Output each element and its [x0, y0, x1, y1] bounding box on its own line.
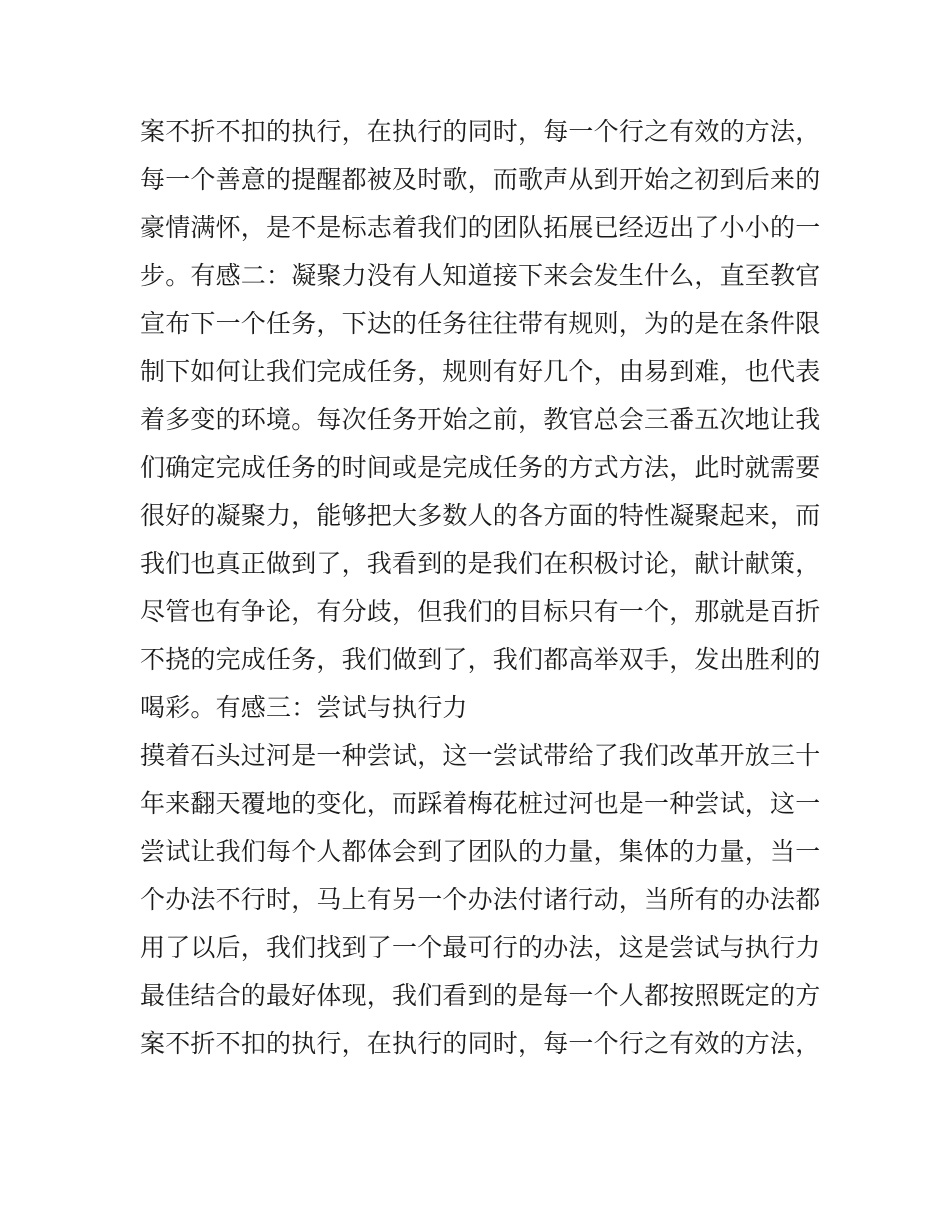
text-line: 摸着石头过河是一种尝试，这一尝试带给了我们改革开放三十 [140, 741, 821, 770]
text-line: 用了以后，我们找到了一个最可行的办法，这是尝试与执行力 [140, 933, 821, 962]
text-line: 不挠的完成任务，我们做到了，我们都高举双手，发出胜利的 [140, 645, 821, 674]
text-line: 案不折不扣的执行，在执行的同时，每一个行之有效的方法， [140, 1029, 821, 1058]
text-line: 制下如何让我们完成任务，规则有好几个，由易到难，也代表 [140, 357, 821, 386]
text-line: 喝彩。有感三：尝试与执行力 [140, 693, 468, 722]
text-line: 年来翻天覆地的变化，而踩着梅花桩过河也是一种尝试，这一 [140, 789, 821, 818]
text-line: 们确定完成任务的时间或是完成任务的方式方法，此时就需要 [140, 453, 821, 482]
text-line: 宣布下一个任务，下达的任务往往带有规则，为的是在条件限 [140, 309, 821, 338]
text-line: 着多变的环境。每次任务开始之前，教官总会三番五次地让我 [140, 405, 821, 434]
text-line: 尽管也有争论，有分歧，但我们的目标只有一个，那就是百折 [140, 597, 821, 626]
text-line: 尝试让我们每个人都体会到了团队的力量，集体的力量，当一 [140, 837, 821, 866]
text-line: 很好的凝聚力，能够把大多数人的各方面的特性凝聚起来，而 [140, 501, 821, 530]
text-line: 每一个善意的提醒都被及时歌，而歌声从到开始之初到后来的 [140, 165, 821, 194]
text-line: 豪情满怀，是不是标志着我们的团队拓展已经迈出了小小的一 [140, 213, 821, 242]
body-text [140, 108, 820, 1068]
text-line: 个办法不行时，马上有另一个办法付诸行动，当所有的办法都 [140, 885, 821, 914]
text-line: 最佳结合的最好体现，我们看到的是每一个人都按照既定的方 [140, 981, 821, 1010]
text-line: 我们也真正做到了，我看到的是我们在积极讨论，献计献策， [140, 549, 821, 578]
text-line: 案不折不扣的执行，在执行的同时，每一个行之有效的方法， [140, 117, 821, 146]
text-line: 步。有感二：凝聚力没有人知道接下来会发生什么，直至教官 [140, 261, 821, 290]
